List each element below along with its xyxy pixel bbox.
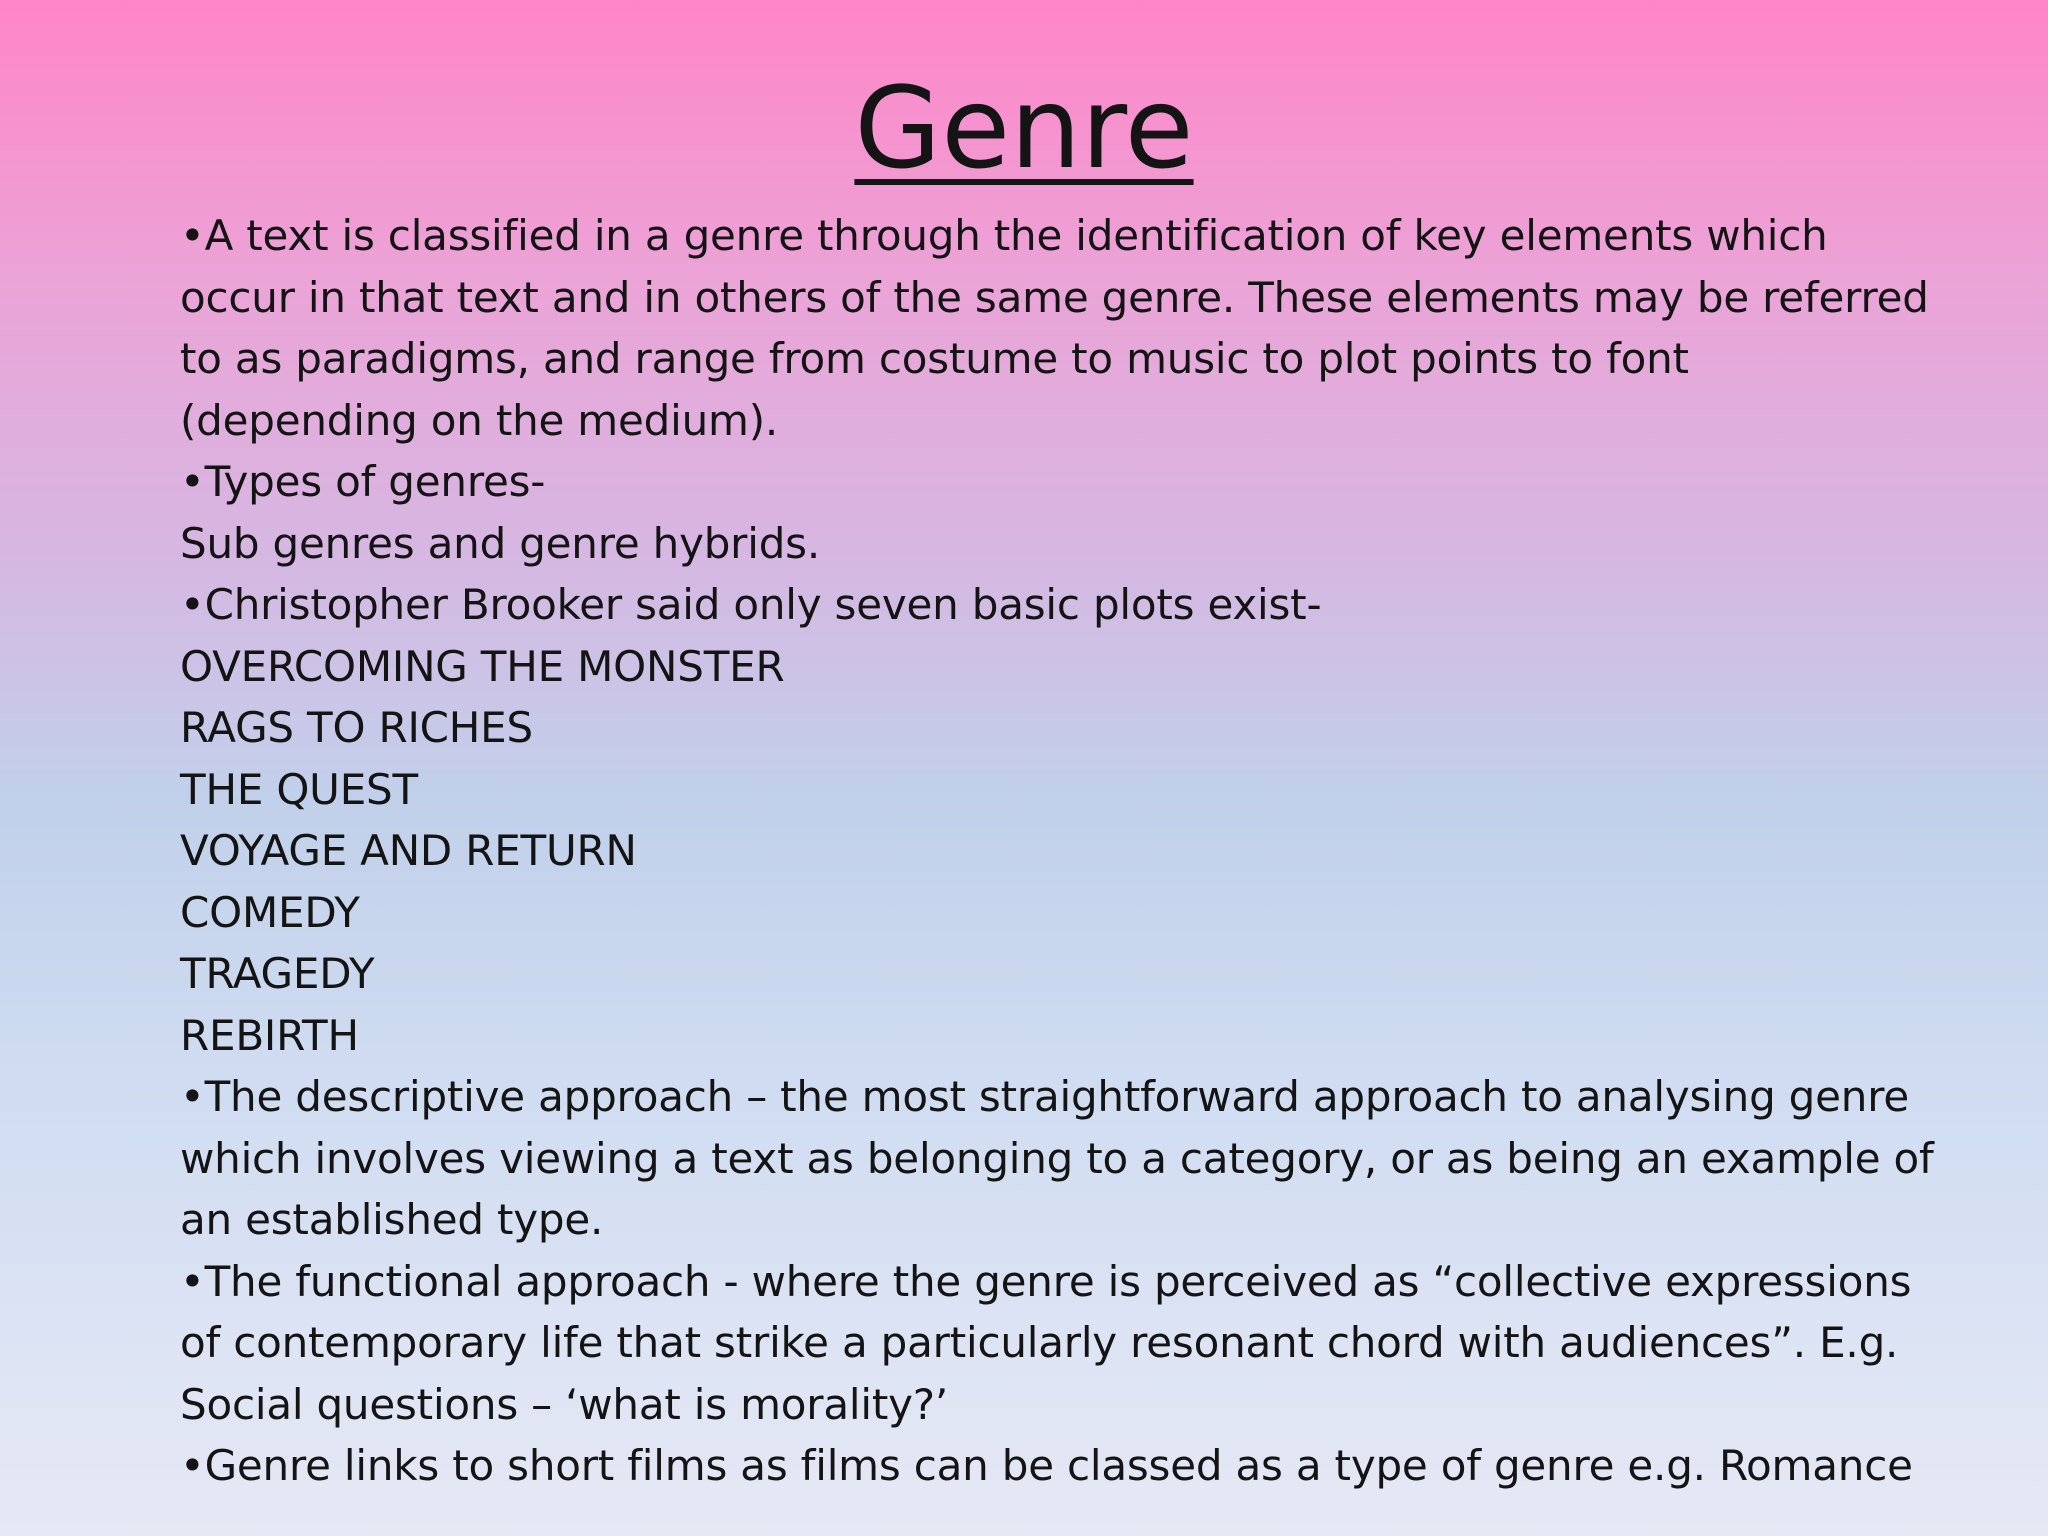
body-line-3: to as paradigms, and range from costume to music to plot points to font — [180, 334, 1689, 383]
body-line-21: •Genre links to short films as films can be classed as a type of genre e.g. Romance — [180, 1441, 1913, 1490]
body-line-5: •Types of genres- — [180, 457, 546, 506]
body-line-6: Sub genres and genre hybrids. — [180, 518, 821, 568]
body-line-19: of contemporary life that strike a particularly resonant chord with audiences”. E.g. — [180, 1318, 1899, 1367]
body-line-18: •The functional approach - where the genre is perceived as “collective expressions — [180, 1256, 1912, 1306]
body-line-20: Social questions – ‘what is morality?’ — [180, 1379, 949, 1429]
plot-item-rags-to-riches: RAGS TO RICHES — [180, 703, 533, 752]
body-line-17: an established type. — [180, 1195, 604, 1244]
body-line-7: •Christopher Brooker said only seven basic plots exist- — [180, 580, 1322, 629]
body-line-4: (depending on the medium). — [180, 395, 779, 445]
plot-item-voyage-and-return: VOYAGE AND RETURN — [180, 826, 637, 875]
plot-item-overcoming-the-monster: OVERCOMING THE MONSTER — [180, 641, 785, 691]
slide-body — [180, 205, 1940, 1497]
plot-item-the-quest: THE QUEST — [180, 764, 418, 814]
body-line-2: occur in that text and in others of the same genre. These elements may be referred — [180, 272, 1929, 322]
body-line-16: which involves viewing a text as belonging to a category, or as being an example of — [180, 1133, 1934, 1183]
slide-title — [0, 64, 2048, 194]
plot-item-tragedy: TRAGEDY — [180, 949, 375, 998]
body-line-1: •A text is classified in a genre through the identification of key elements which — [180, 211, 1828, 260]
body-line-15: •The descriptive approach – the most straightforward approach to analysing genre — [180, 1072, 1909, 1121]
slide-title-text: Genre — [854, 64, 1194, 194]
plot-item-rebirth: REBIRTH — [180, 1010, 359, 1060]
plot-item-comedy: COMEDY — [180, 887, 360, 937]
